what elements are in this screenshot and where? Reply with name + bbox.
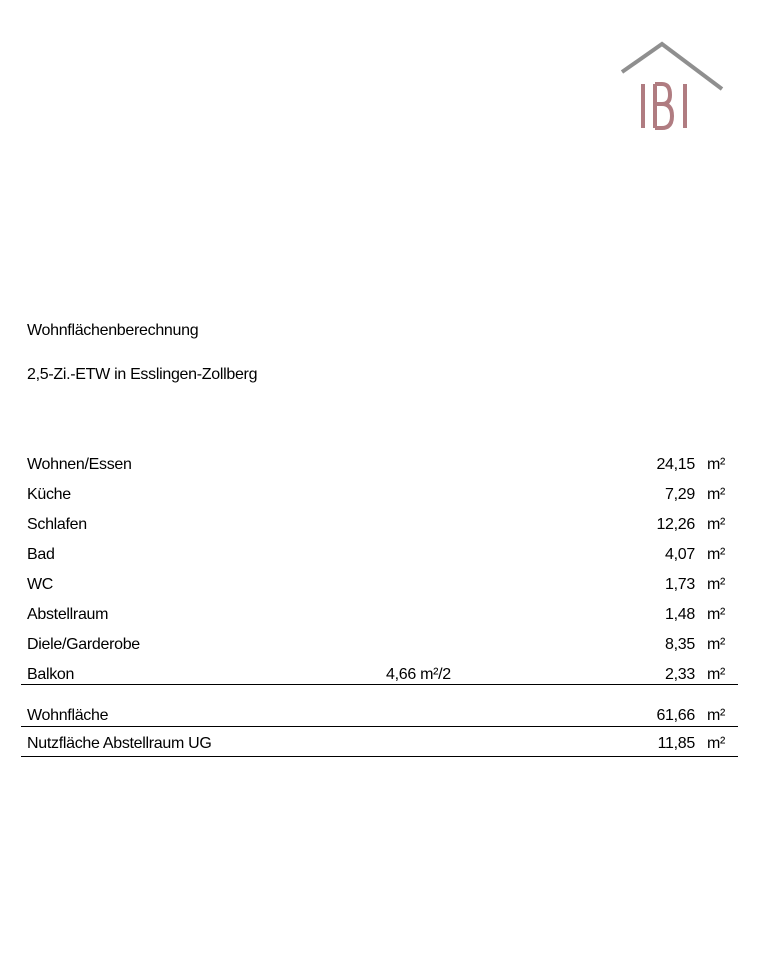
room-area: 4,07	[665, 546, 695, 563]
room-area: 8,35	[665, 636, 695, 653]
extra-label: Nutzfläche Abstellraum UG	[27, 735, 212, 752]
area-unit: m²	[707, 516, 726, 533]
area-unit: m²	[707, 636, 726, 653]
area-unit: m²	[707, 606, 726, 623]
ibi-logo	[618, 40, 724, 132]
extra-row	[21, 727, 738, 757]
room-area: 2,33	[665, 666, 695, 683]
extra-area: 11,85	[657, 735, 695, 752]
room-area: 12,26	[656, 516, 695, 533]
table-row	[21, 632, 738, 662]
area-unit: m²	[707, 666, 726, 683]
area-unit: m²	[707, 456, 726, 473]
total-row	[21, 693, 738, 727]
room-label: Bad	[27, 546, 55, 563]
area-unit: m²	[707, 576, 726, 593]
total-label: Wohnfläche	[27, 707, 109, 724]
total-area: 61,66	[656, 707, 695, 724]
area-unit: m²	[707, 546, 726, 563]
table-row	[21, 482, 738, 512]
table-row	[21, 542, 738, 572]
table-row	[21, 662, 738, 685]
area-unit: m²	[707, 735, 726, 752]
room-label: Balkon	[27, 666, 75, 683]
area-unit: m²	[707, 707, 726, 724]
document-subtitle: 2,5-Zi.-ETW in Esslingen-Zollberg	[27, 366, 258, 383]
room-label: WC	[27, 576, 54, 593]
room-label: Wohnen/Essen	[27, 456, 132, 473]
table-row	[21, 602, 738, 632]
room-area: 7,29	[665, 486, 695, 503]
room-area: 24,15	[656, 456, 695, 473]
area-unit: m²	[707, 486, 726, 503]
logo-roof-icon	[622, 44, 722, 89]
document-title: Wohnflächenberechnung	[27, 322, 199, 339]
area-table	[21, 452, 738, 757]
table-row	[21, 512, 738, 542]
table-row	[21, 452, 738, 482]
room-label: Schlafen	[27, 516, 87, 533]
room-note: 4,66 m²/2	[386, 666, 451, 683]
room-area: 1,73	[665, 576, 695, 593]
room-label: Abstellraum	[27, 606, 109, 623]
table-row	[21, 572, 738, 602]
room-label: Küche	[27, 486, 71, 503]
room-label: Diele/Garderobe	[27, 636, 140, 653]
room-area: 1,48	[665, 606, 695, 623]
logo-letters-icon	[643, 84, 685, 128]
